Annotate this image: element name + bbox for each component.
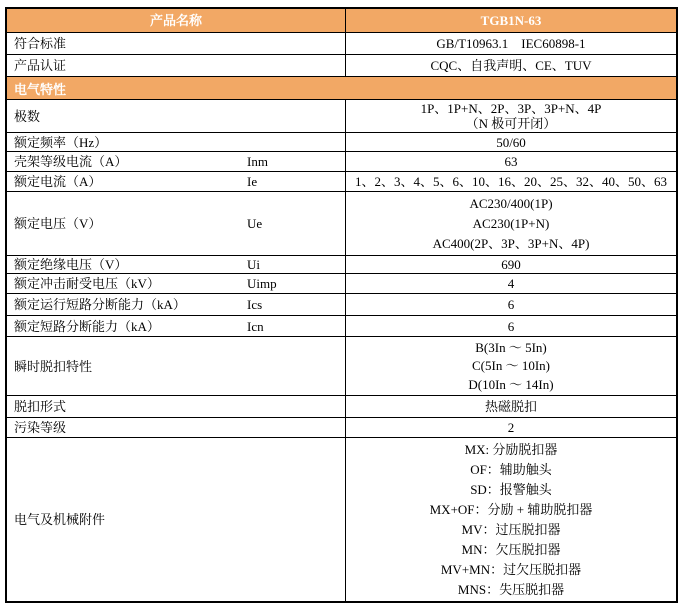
section-header-electrical	[7, 76, 676, 99]
row-label: 额定电流（A）	[14, 174, 102, 189]
row-value: AC230(1P+N)	[472, 215, 550, 231]
row-value: 6	[507, 297, 515, 312]
row-value: 1P、1P+N、2P、3P、3P+N、4P	[420, 101, 602, 116]
product-name-header: 产品名称	[149, 13, 202, 28]
row-value: 690	[501, 257, 521, 272]
table-row	[7, 151, 676, 171]
row-value: （N 极可开闭）	[465, 116, 557, 131]
row-value: 4	[507, 276, 515, 291]
row-symbol: Ie	[247, 174, 258, 189]
row-label: 污染等级	[14, 420, 67, 435]
table-row	[7, 417, 676, 437]
table-row	[7, 437, 676, 601]
row-value: MX: 分励脱扣器	[464, 441, 558, 457]
row-value: 热磁脱扣	[484, 399, 537, 414]
row-value: MX+OF：分励 + 辅助脱扣器	[429, 501, 593, 517]
row-value: CQC、自我声明、CE、TUV	[430, 58, 592, 73]
row-label: 额定频率（Hz）	[14, 134, 108, 150]
table-row	[7, 32, 676, 54]
row-label: 额定短路分断能力（kA）	[14, 318, 160, 334]
row-label: 瞬时脱扣特性	[14, 358, 93, 374]
row-value: 6	[507, 318, 515, 334]
row-value: AC230/400(1P)	[469, 195, 553, 211]
table-row	[7, 336, 676, 395]
row-label: 额定冲击耐受电压（kV）	[14, 276, 160, 291]
row-symbol: Uimp	[247, 276, 277, 291]
header-label-cell	[7, 9, 346, 32]
table-row	[7, 273, 676, 293]
row-value: MV：过压脱扣器	[461, 522, 561, 538]
row-value: 1、2、3、4、5、6、10、16、20、25、32、40、50、63	[354, 174, 667, 189]
row-label: 额定运行短路分断能力（kA）	[14, 297, 186, 312]
table-row	[7, 395, 676, 417]
row-value: 63	[504, 154, 518, 169]
row-value: GB/T10963.1 IEC60898-1	[436, 36, 586, 51]
row-value: SD：报警触头	[470, 481, 552, 497]
row-value: 50/60	[496, 134, 526, 150]
row-label: 脱扣形式	[14, 399, 67, 414]
product-spec-table	[5, 7, 678, 603]
row-value: OF：辅助触头	[470, 461, 552, 477]
row-symbol: Ue	[247, 216, 263, 231]
row-value: MN：欠压脱扣器	[461, 542, 561, 558]
row-value: B(3In ～ 5In)	[475, 339, 547, 355]
table-row	[7, 54, 676, 76]
row-value: D(10In ～ 14In)	[468, 377, 554, 393]
table-row	[7, 191, 676, 255]
row-label: 电气及机械附件	[14, 512, 106, 527]
header-value-cell	[346, 9, 676, 32]
table-row	[7, 293, 676, 315]
row-label: 壳架等级电流（A）	[14, 154, 128, 169]
row-value: MV+MN：过欠压脱扣器	[440, 562, 582, 578]
row-label: 产品认证	[14, 58, 67, 73]
row-label: 符合标准	[14, 36, 67, 51]
table-header-row	[7, 9, 676, 32]
table-row	[7, 315, 676, 336]
row-label: 额定电压（V）	[14, 216, 102, 231]
row-label: 极数	[14, 108, 41, 124]
row-symbol: Inm	[247, 154, 268, 169]
row-symbol: Ics	[247, 297, 263, 312]
table-row	[7, 99, 676, 132]
row-symbol: Ui	[247, 257, 260, 272]
row-label: 额定绝缘电压（V）	[14, 257, 128, 272]
row-value: C(5In ～ 10In)	[472, 358, 550, 374]
section-title: 电气特性	[14, 81, 67, 97]
row-symbol: Icn	[247, 318, 264, 334]
row-value: 2	[507, 420, 515, 435]
table-row	[7, 171, 676, 191]
table-row	[7, 255, 676, 273]
row-value: AC400(2P、3P、3P+N、4P)	[432, 236, 590, 252]
table-row	[7, 132, 676, 151]
product-model: TGB1N-63	[480, 13, 542, 28]
row-value: MNS：失压脱扣器	[457, 582, 565, 598]
